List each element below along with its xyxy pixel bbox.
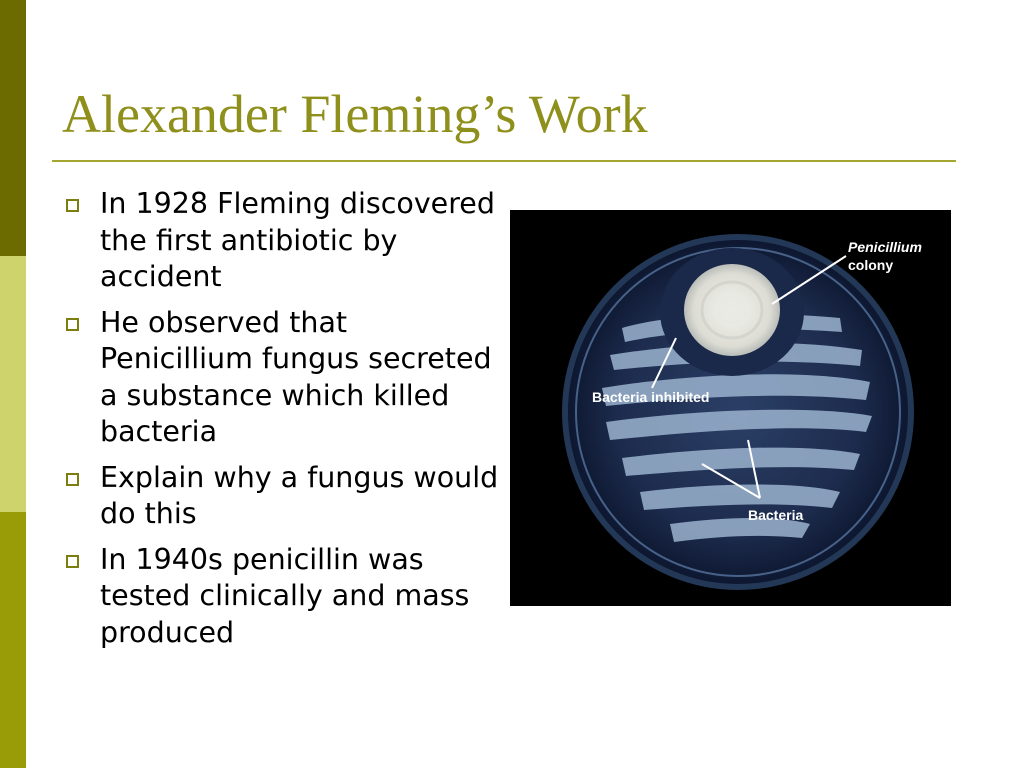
bullet-list bbox=[66, 186, 506, 660]
penicillium-colony bbox=[684, 264, 780, 356]
square-bullet-icon bbox=[66, 473, 79, 486]
bullet-text: In 1928 Fleming discovered the first antibiotic by accident bbox=[100, 187, 495, 293]
bullet-item bbox=[66, 305, 506, 451]
slide-title: Alexander Fleming’s Work bbox=[62, 84, 648, 144]
title-divider bbox=[52, 160, 956, 162]
petri-dish-illustration bbox=[510, 210, 951, 606]
bullet-item bbox=[66, 460, 506, 533]
penicillium-label: Penicillium bbox=[848, 239, 922, 255]
side-bar-top bbox=[0, 0, 26, 256]
bullet-item bbox=[66, 186, 506, 296]
square-bullet-icon bbox=[66, 555, 79, 568]
square-bullet-icon bbox=[66, 199, 79, 212]
bullet-text: He observed that Penicillium fungus secreted a substance which killed bacteria bbox=[100, 305, 492, 448]
square-bullet-icon bbox=[66, 318, 79, 331]
colony-label: colony bbox=[848, 257, 894, 273]
side-bar-middle bbox=[0, 256, 26, 512]
bacteria-label: Bacteria bbox=[748, 507, 804, 523]
bullet-text: Explain why a fungus would do this bbox=[100, 460, 499, 530]
bacteria-inhibited-label: Bacteria inhibited bbox=[592, 389, 710, 405]
bullet-item bbox=[66, 542, 506, 652]
bullet-text: In 1940s penicillin was tested clinically and mass produced bbox=[100, 542, 470, 649]
petri-dish-photo bbox=[510, 210, 951, 606]
side-bar-bottom bbox=[0, 512, 26, 768]
